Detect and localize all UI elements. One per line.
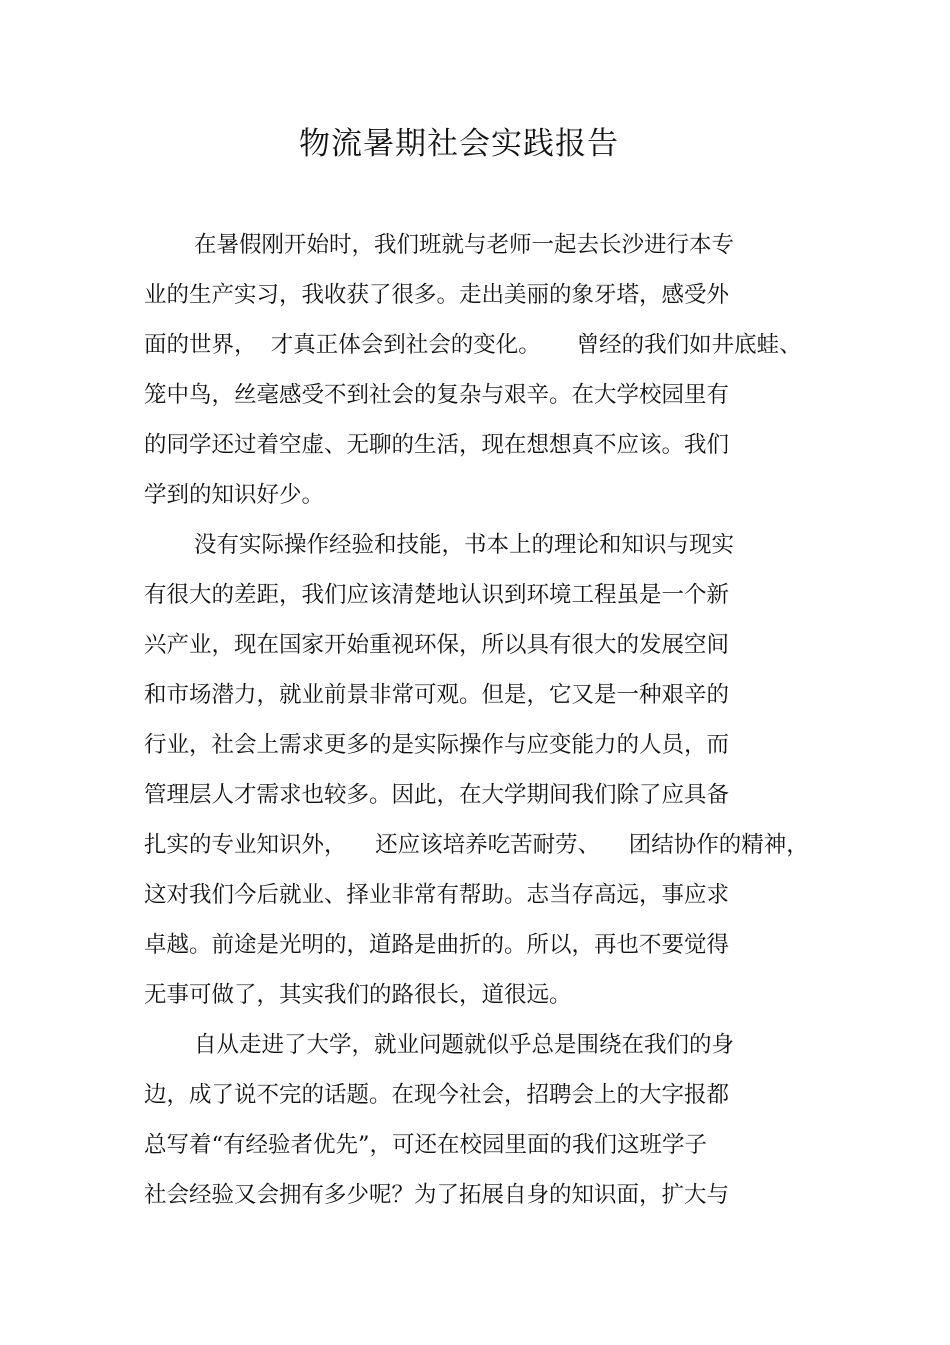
- paragraph-line: 业的生产实习，我收获了很多。走出美丽的象牙塔，感受外: [144, 282, 730, 308]
- paragraph-line: 卓越。前途是光明的，道路是曲折的。所以，再也不要觉得: [144, 932, 730, 958]
- document-body: [144, 220, 809, 1220]
- paragraph-line: 行业，社会上需求更多的是实际操作与应变能力的人员，而: [144, 732, 730, 758]
- paragraph-line: 总写着“有经验者优先”，可还在校园里面的我们这班学子: [144, 1132, 708, 1158]
- paragraph-2: [144, 520, 809, 1020]
- paragraph-line: 和市场潜力，就业前景非常可观。但是，它又是一种艰辛的: [144, 682, 730, 708]
- paragraph-line: 兴产业，现在国家开始重视环保，所以具有很大的发展空间: [144, 632, 730, 658]
- paragraph-line: 社会经验又会拥有多少呢？为了拓展自身的知识面，扩大与: [144, 1182, 730, 1208]
- paragraph-line: 管理层人才需求也较多。因此，在大学期间我们除了应具备: [144, 782, 730, 808]
- paragraph-line: 学到的知识好少。: [144, 482, 325, 508]
- paragraph-line: 有很大的差距，我们应该清楚地认识到环境工程虽是一个新: [144, 582, 730, 608]
- paragraph-line: 的同学还过着空虚、无聊的生活，现在想想真不应该。我们: [144, 432, 730, 458]
- paragraph-line: 无事可做了，其实我们的路很长，道很远。: [144, 982, 572, 1008]
- paragraph-3: [144, 1020, 804, 1220]
- paragraph-line: 边，成了说不完的话题。在现今社会，招聘会上的大字报都: [144, 1082, 730, 1108]
- paragraph-line: 面的世界， 才真正体会到社会的变化。 曾经的我们如井底蛙、: [144, 332, 802, 358]
- document-title: 物流暑期社会实践报告: [299, 126, 619, 162]
- paragraph-1: [144, 220, 804, 520]
- paragraph-line: 自从走进了大学，就业问题就似乎总是围绕在我们的身: [194, 1032, 735, 1058]
- paragraph-line: 没有实际操作经验和技能，书本上的理论和知识与现实: [194, 532, 735, 558]
- paragraph-line: 在暑假刚开始时，我们班就与老师一起去长沙进行本专: [194, 232, 735, 258]
- paragraph-line: 笼中鸟，丝毫感受不到社会的复杂与艰辛。在大学校园里有: [144, 382, 730, 408]
- paragraph-line: 扎实的专业知识外， 还应该培养吃苦耐劳、 团结协作的精神，: [144, 832, 809, 858]
- paragraph-line: 这对我们今后就业、择业非常有帮助。志当存高远，事应求: [144, 882, 730, 908]
